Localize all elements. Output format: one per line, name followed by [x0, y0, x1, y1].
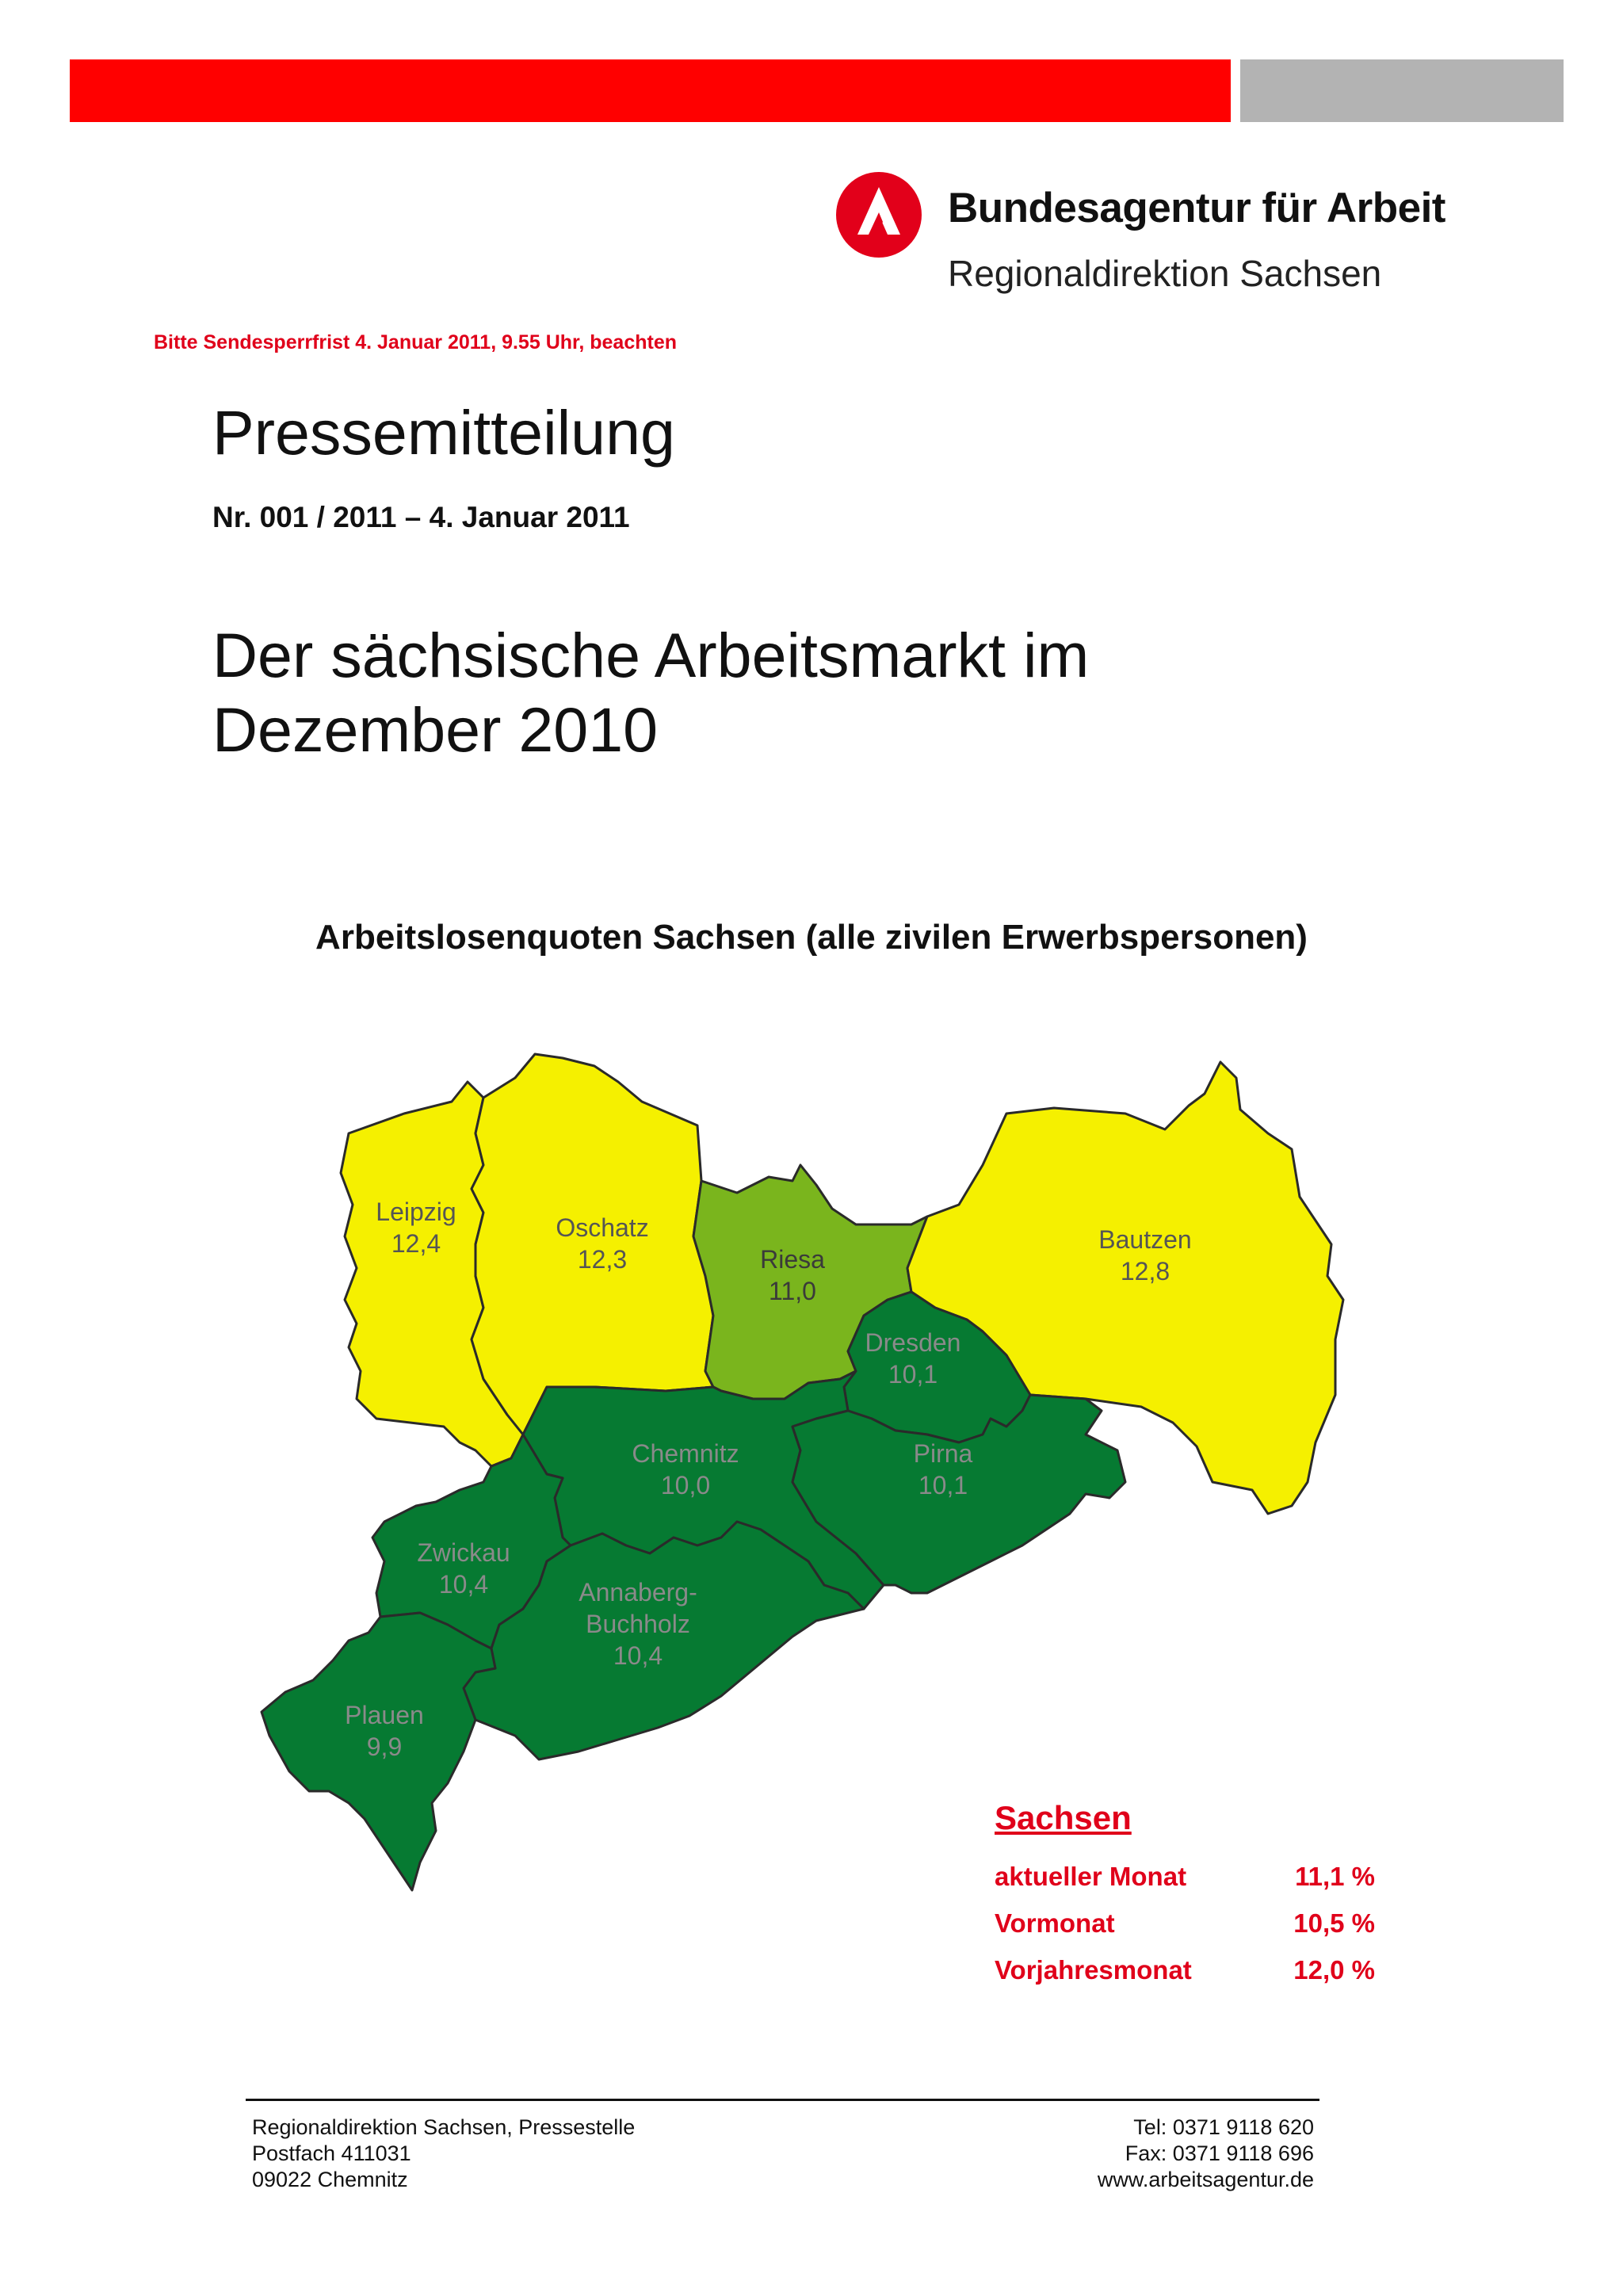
- value-annaberg: 10,4: [613, 1641, 663, 1670]
- value-leipzig: 12,4: [391, 1229, 441, 1258]
- org-name: Bundesagentur für Arbeit: [948, 185, 1445, 231]
- label-leipzig: Leipzig: [376, 1198, 456, 1226]
- label-oschatz: Oschatz: [556, 1213, 649, 1242]
- header-red-bar: [70, 59, 1231, 122]
- footer-line: Regionaldirektion Sachsen, Pressestelle: [252, 2115, 636, 2139]
- footer-phone: Tel: 0371 9118 620: [1133, 2115, 1314, 2139]
- label-zwickau: Zwickau: [417, 1538, 510, 1567]
- footer-address: [252, 2115, 635, 2193]
- saxony-map: [246, 1038, 1387, 1902]
- footer-contact: [1098, 2115, 1314, 2193]
- stats-row: [995, 1946, 1375, 1993]
- footer-website-link[interactable]: www.arbeitsagentur.de: [1097, 2168, 1314, 2191]
- value-riesa: 11,0: [769, 1277, 816, 1305]
- label-annaberg-line-1: Annaberg-: [579, 1578, 697, 1606]
- headline-line-1: Der sächsische Arbeitsmarkt im: [212, 620, 1090, 690]
- stats-row: [995, 1853, 1375, 1900]
- stats-row: [995, 1900, 1375, 1946]
- value-dresden: 10,1: [888, 1360, 938, 1389]
- value-plauen: 9,9: [366, 1733, 403, 1761]
- org-subtitle: Regionaldirektion Sachsen: [948, 253, 1382, 294]
- label-annaberg-line-2: Buchholz: [586, 1610, 690, 1638]
- document-number: Nr. 001 / 2011 – 4. Januar 2011: [212, 501, 630, 533]
- stats-row-label: Vormonat: [995, 1908, 1115, 1938]
- footer-fax: Fax: 0371 9118 696: [1125, 2141, 1314, 2165]
- saxony-map-svg: [246, 1038, 1387, 1902]
- headline-line-2: Dezember 2010: [212, 694, 659, 765]
- value-chemnitz: 10,0: [660, 1471, 711, 1499]
- stats-row-value: 11,1 %: [1295, 1861, 1375, 1891]
- document-type: Pressemitteilung: [212, 397, 675, 468]
- footer-line: Postfach 411031: [252, 2141, 411, 2165]
- stats-row-label: Vorjahresmonat: [995, 1954, 1192, 1985]
- label-bautzen: Bautzen: [1098, 1225, 1192, 1254]
- headline: [212, 618, 1401, 767]
- embargo-notice: Bitte Sendesperrfrist 4. Januar 2011, 9.55 Uhr, beachten: [154, 331, 678, 353]
- saxony-stats-box: [995, 1799, 1375, 1993]
- stats-title: Sachsen: [995, 1799, 1132, 1836]
- footer-line: 09022 Chemnitz: [252, 2168, 408, 2191]
- region-oschatz: [472, 1054, 713, 1435]
- label-riesa: Riesa: [760, 1245, 825, 1274]
- header-grey-bar: [1240, 59, 1564, 122]
- value-zwickau: 10,4: [438, 1570, 489, 1599]
- label-pirna: Pirna: [913, 1439, 973, 1468]
- stats-row-label: aktueller Monat: [995, 1861, 1187, 1891]
- value-bautzen: 12,8: [1120, 1257, 1170, 1286]
- map-title: Arbeitslosenquoten Sachsen (alle zivilen Erwerbspersonen): [315, 918, 1308, 957]
- label-chemnitz: Chemnitz: [632, 1439, 739, 1468]
- footer-divider: [246, 2099, 1319, 2101]
- stats-row-value: 12,0 %: [1293, 1954, 1375, 1985]
- ba-logo-icon: [835, 171, 922, 258]
- label-plauen: Plauen: [345, 1701, 424, 1729]
- label-dresden: Dresden: [865, 1328, 961, 1357]
- value-pirna: 10,1: [918, 1471, 968, 1499]
- value-oschatz: 12,3: [577, 1245, 628, 1274]
- stats-row-value: 10,5 %: [1293, 1908, 1375, 1938]
